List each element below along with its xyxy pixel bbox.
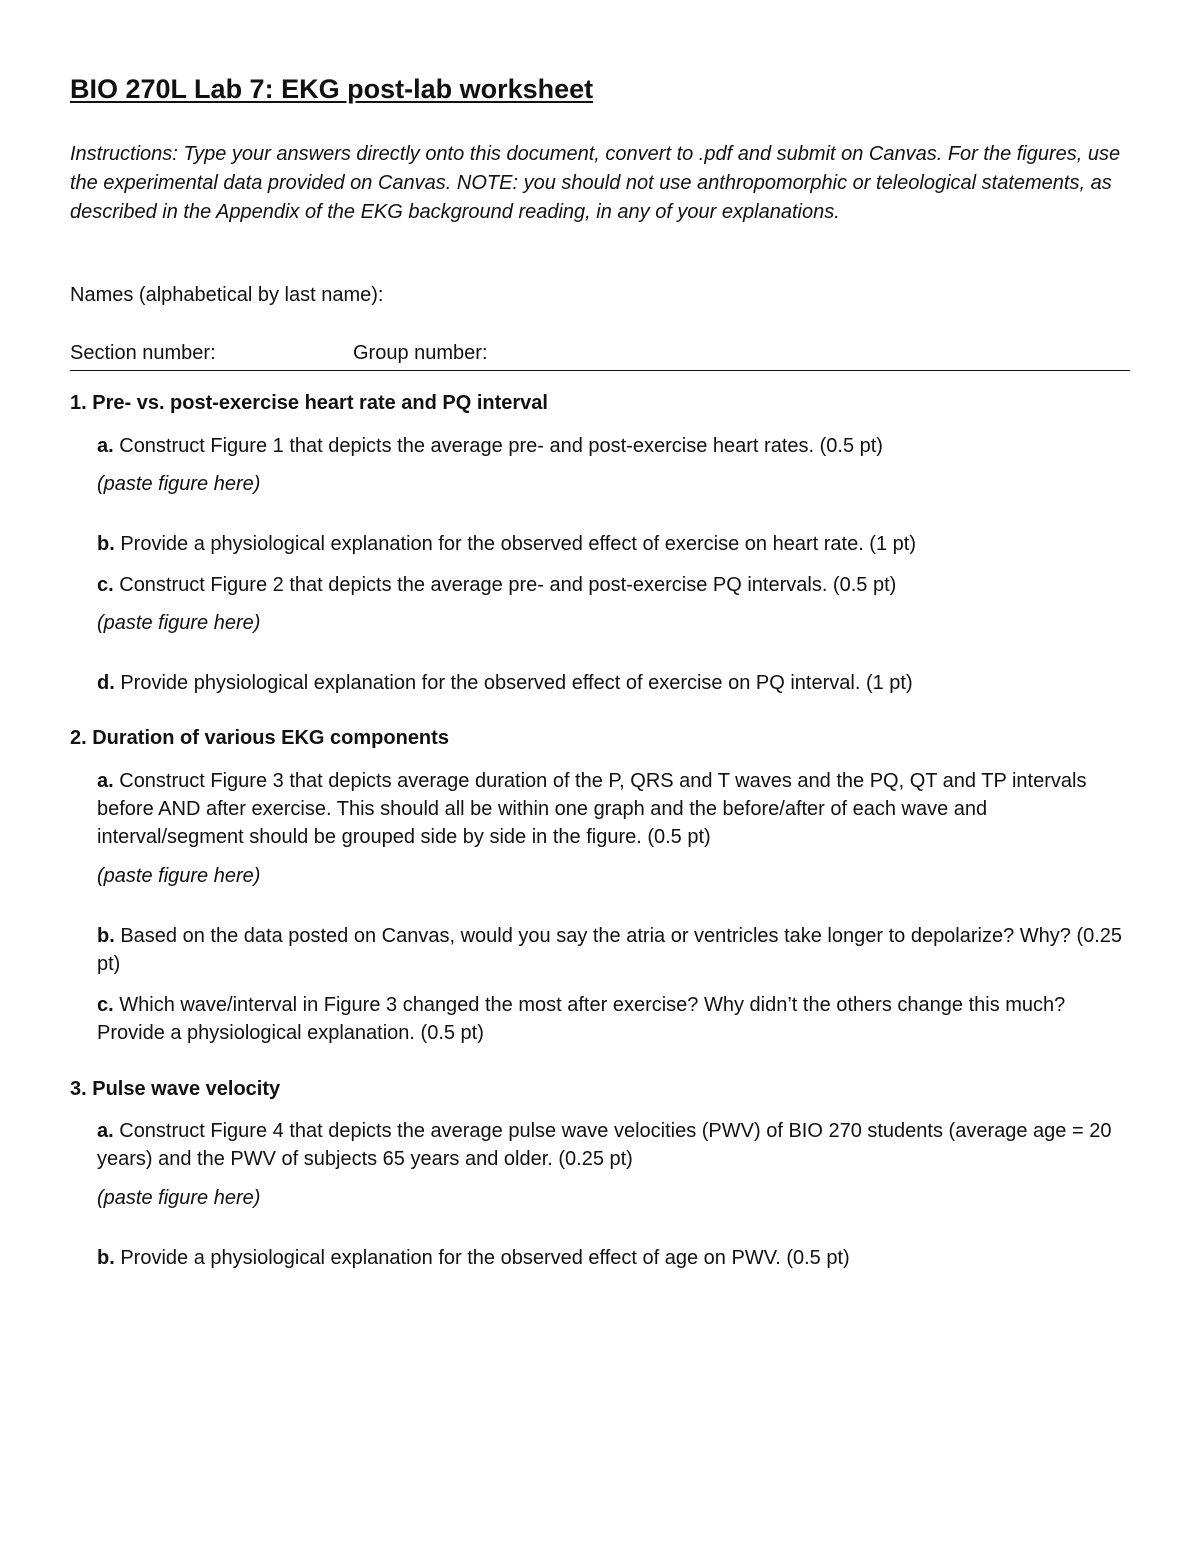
q2c-letter: c.: [97, 994, 114, 1016]
q3b-item: [97, 1244, 1137, 1272]
q3-heading: 3. Pulse wave velocity: [70, 1078, 281, 1100]
group-number-label: Group number:: [353, 342, 488, 364]
page-title: BIO 270L Lab 7: EKG post-lab worksheet: [70, 74, 594, 104]
q1d-letter: d.: [97, 672, 115, 694]
q1c-text: Construct Figure 2 that depicts the average pre- and post-exercise PQ intervals. (0.5 pt): [113, 574, 897, 596]
q1b-letter: b.: [97, 533, 115, 555]
q1a-item: [97, 432, 1137, 460]
section-number-label: Section number:: [70, 342, 216, 364]
q2a-letter: a.: [97, 770, 114, 792]
q2a-paste-placeholder: (paste figure here): [97, 865, 261, 887]
q2b-item: [97, 922, 1137, 978]
q1b-item: [97, 530, 1137, 558]
q1a-letter: a.: [97, 435, 114, 457]
q3a-item: [97, 1117, 1137, 1173]
q1c-letter: c.: [97, 574, 114, 596]
q2a-item: [97, 767, 1137, 851]
q2b-text: Based on the data posted on Canvas, would you say the atria or ventricles take longer to depolarize? Why? (0.25 pt): [97, 925, 1123, 975]
q2c-text: Which wave/interval in Figure 3 changed the most after exercise? Why didn’t the others change this much? Provide a physiological explanation. (0.5 pt): [97, 994, 1066, 1044]
q2a-text: Construct Figure 3 that depicts average duration of the P, QRS and T waves and the PQ, QT and TP intervals before AND after exercise. This should all be within one graph and the before/after of each wave and interval/segment should be grouped side by side in the figure. (0.5 pt): [97, 770, 1087, 848]
q3a-text: Construct Figure 4 that depicts the average pulse wave velocities (PWV) of BIO 270 students (average age = 20 years) and the PWV of subjects 65 years and older. (0.25 pt): [97, 1120, 1112, 1170]
q1c-item: [97, 571, 1137, 599]
q1d-text: Provide physiological explanation for the observed effect of exercise on PQ interval. (1 pt): [114, 672, 913, 694]
q1a-text: Construct Figure 1 that depicts the average pre- and post-exercise heart rates. (0.5 pt): [113, 435, 883, 457]
q3b-letter: b.: [97, 1247, 115, 1269]
q1b-text: Provide a physiological explanation for the observed effect of exercise on heart rate. (1 pt): [114, 533, 916, 555]
q2-heading: 2. Duration of various EKG components: [70, 727, 449, 749]
q1d-item: [97, 669, 1137, 697]
q2b-letter: b.: [97, 925, 115, 947]
q1-heading: 1. Pre- vs. post-exercise heart rate and PQ interval: [70, 392, 548, 414]
q3a-letter: a.: [97, 1120, 114, 1142]
q1a-paste-placeholder: (paste figure here): [97, 473, 261, 495]
q3b-text: Provide a physiological explanation for the observed effect of age on PWV. (0.5 pt): [114, 1247, 850, 1269]
names-label: Names (alphabetical by last name):: [70, 284, 384, 306]
instructions-text: Instructions: Type your answers directly onto this document, convert to .pdf and submit on Canvas. For the figures, use the experimental data provided on Canvas. NOTE: you should not use anthropomorphic or teleological statements, as described in the Appendix of the EKG background reading, in any of your explanations.: [70, 143, 1121, 223]
section-group-row: [70, 342, 1130, 371]
q1c-paste-placeholder: (paste figure here): [97, 612, 261, 634]
q3a-paste-placeholder: (paste figure here): [97, 1187, 261, 1209]
q2c-item: [97, 991, 1137, 1047]
